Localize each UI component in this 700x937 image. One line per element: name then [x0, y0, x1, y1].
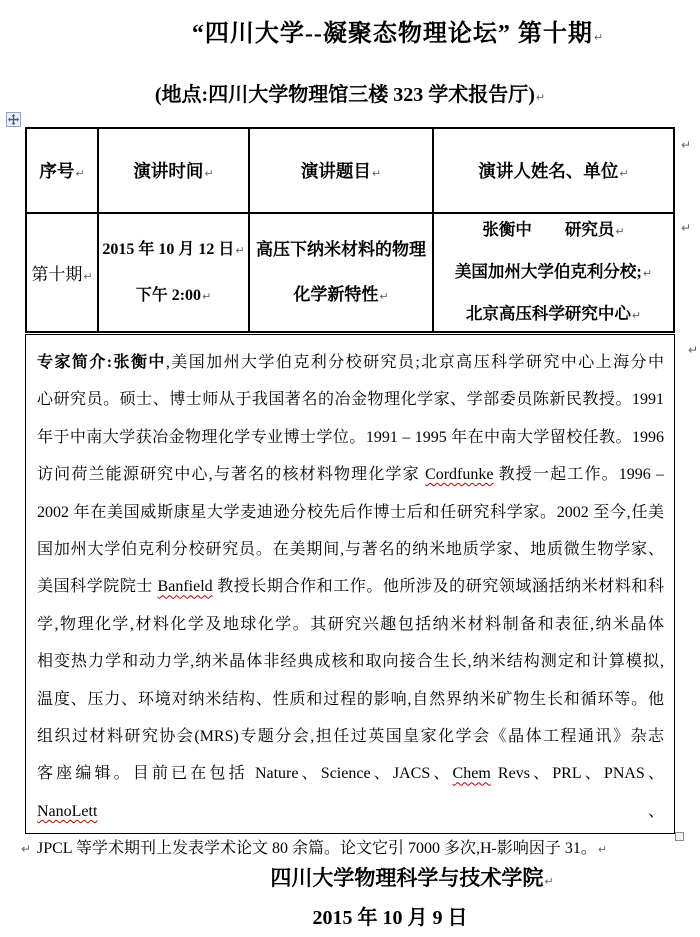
bio-text: 组织过材料研究协会(MRS)专题分会,担任过英国皇家化学会《晶体工程通讯》杂志: [37, 728, 664, 746]
expert-bio: [25, 334, 675, 858]
bio-text: 年于中南大学获冶金物理化学专业博士学位。1991 – 1995 年在中南大学留校任教。1996: [37, 428, 664, 446]
bio-text: 学,物理化学,材料化学及地球化学。其研究兴趣包括纳米材料制备和表征,纳米晶体: [37, 615, 664, 633]
bio-line: [37, 718, 664, 755]
paragraph-mark-icon: ↵: [21, 842, 32, 856]
misspelled-word: Cordfunke: [425, 466, 494, 484]
paragraph-mark-icon: ↵: [544, 875, 554, 888]
footer-organization: [124, 862, 700, 892]
paragraph-mark-icon: ↵: [83, 270, 93, 283]
col-header-speaker: [434, 129, 673, 214]
bio-text: 、: [97, 802, 664, 820]
cell-time: [99, 214, 250, 331]
col-header-index: [27, 129, 99, 214]
misspelled-word: Chem: [452, 765, 491, 783]
misspelled-word: Banfield: [157, 578, 213, 596]
bio-text: JPCL 等学术期刊上发表学术论文 80 余篇。论文它引 7000 多次,H-影响因子 31。: [37, 840, 597, 858]
bio-text: 专家简介:张衡中: [37, 354, 166, 371]
bio-text: ,美国加州大学伯克利分校研究员;北京高压科学研究中心上海分中: [165, 354, 664, 371]
bio-text: 访问荷兰能源研究中心,与著名的核材料物理化学家: [37, 466, 426, 484]
paragraph-mark-icon: ↵: [204, 167, 214, 180]
document-title: [95, 13, 700, 48]
title-text: “四川大学--凝聚态物理论坛” 第十期: [191, 21, 593, 47]
paragraph-mark-icon: ↵: [615, 224, 625, 238]
bio-line: [37, 755, 664, 830]
cell-topic: [250, 214, 434, 331]
bio-line: [37, 568, 664, 605]
seminar-table: [25, 127, 675, 333]
location-line: [0, 78, 700, 107]
row-end-mark-icon: ↵: [688, 343, 699, 357]
bio-text: 教授长期合作和工作。他所涉及的研究领域涵括纳米材料和科: [212, 578, 664, 596]
paragraph-mark-icon: ↵: [371, 167, 382, 180]
bio-line: [37, 606, 664, 643]
bio-line: [37, 344, 664, 381]
paragraph-mark-icon: ↵: [619, 167, 629, 180]
cell-speaker: [434, 214, 673, 331]
paragraph-mark-icon: ↵: [593, 31, 604, 44]
bio-text: 心研究员。硕士、博士师从于我国著名的冶金物理化学家、学部委员陈新民教授。1991: [37, 391, 664, 409]
paragraph-mark-icon: ↵: [535, 91, 546, 104]
organization-text: 四川大学物理科学与技术学院: [270, 866, 544, 890]
paragraph-mark-icon: ↵: [379, 289, 389, 303]
paragraph-mark-icon: ↵: [631, 308, 642, 322]
table-resize-handle[interactable]: [675, 832, 684, 841]
location-text: (地点:四川大学物理馆三楼 323 学术报告厅): [154, 84, 535, 106]
misspelled-word: NanoLett: [37, 802, 98, 820]
bio-text: Revs、PRL、PNAS、: [490, 765, 664, 783]
row-end-mark-icon: ↵: [681, 138, 692, 152]
speaker-affiliation: 北京高压科学研究中心: [465, 303, 631, 323]
bio-line: [37, 494, 664, 531]
row-end-mark-icon: ↵: [681, 221, 692, 235]
speaker-name: 张衡中 研究员: [482, 219, 615, 239]
four-way-arrow-icon: [8, 114, 19, 125]
bio-line: [37, 643, 664, 680]
bio-line: [37, 456, 664, 493]
bio-text: 客座编辑。目前已在包括 Nature、Science、JACS、: [37, 765, 453, 783]
bio-text: 国加州大学伯克利分校研究员。在美期间,与著名的纳米地质学家、地质微生物学家、: [37, 541, 664, 559]
bio-line: [37, 419, 664, 456]
header-text: 序号: [39, 161, 75, 181]
paragraph-mark-icon: ↵: [597, 843, 608, 857]
footer-date: [80, 901, 700, 930]
col-header-topic: [250, 129, 434, 214]
bio-text: 美国科学院院士: [37, 578, 158, 596]
topic-line: 化学新特性: [293, 284, 379, 304]
time-date: 2015 年 10 月 12 日: [102, 240, 235, 258]
header-text: 演讲题目: [300, 161, 371, 181]
paragraph-mark-icon: ↵: [202, 289, 212, 303]
bio-text: 温度、压力、环境对纳米结构、性质和过程的影响,自然界纳米矿物生长和循环等。他: [37, 690, 664, 708]
paragraph-mark-icon: ↵: [75, 167, 85, 180]
paragraph-mark-icon: ↵: [235, 243, 245, 257]
table-move-handle[interactable]: [6, 112, 21, 127]
col-header-time: [99, 129, 250, 214]
bio-line: [37, 381, 664, 418]
paragraph-mark-icon: ↵: [642, 266, 653, 280]
time-hour: 下午 2:00: [135, 286, 202, 304]
bio-text: 教授一起工作。1996 –: [493, 466, 664, 484]
cell-issue: [27, 214, 99, 331]
bio-text: 2002 年在美国威斯康星大学麦迪逊分校先后作博士后和任研究科学家。2002 至今,任美: [37, 503, 664, 521]
header-text: 演讲人姓名、单位: [478, 161, 619, 181]
speaker-affiliation: 美国加州大学伯克利分校;: [454, 261, 642, 281]
header-text: 演讲时间: [133, 161, 204, 181]
issue-text: 第十期: [31, 265, 83, 284]
date-text: 2015 年 10 月 9 日: [312, 907, 468, 929]
bio-line: [37, 531, 664, 568]
bio-text: 相变热力学和动力学,纳米晶体非经典成核和取向接合生长,纳米结构测定和计算模拟,: [37, 653, 664, 671]
topic-line: 高压下纳米材料的物理: [256, 239, 426, 259]
bio-line: [37, 681, 664, 718]
